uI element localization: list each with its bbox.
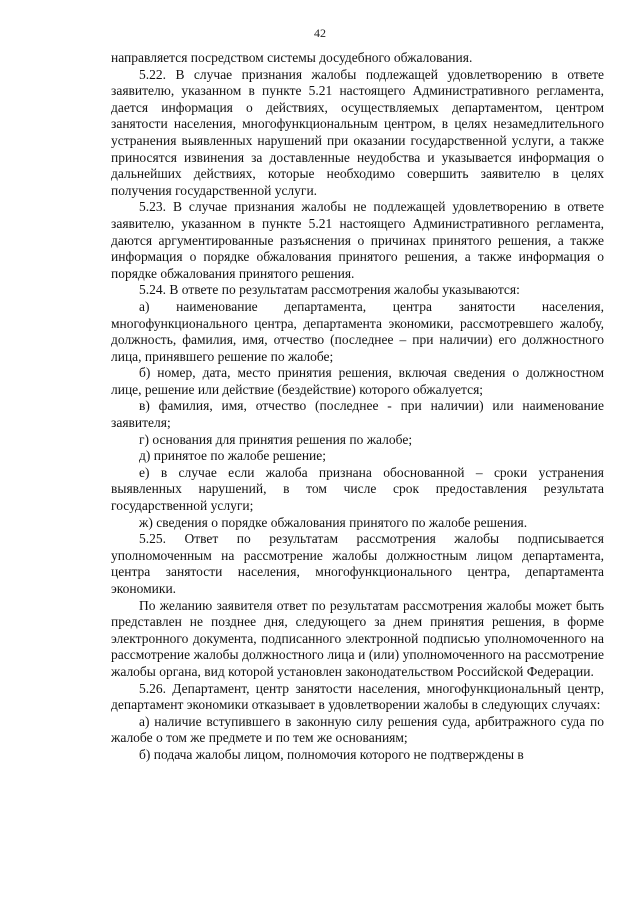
refusal-item-a: а) наличие вступившего в законную силу решения суда, арбитражного суда по жалобе о том же предмете и по тем же основаниям; (111, 713, 604, 746)
list-item-b: б) номер, дата, место принятия решения, включая сведения о должностном лице, решение или действие (бездействие) которого обжалуется; (111, 365, 604, 397)
paragraph-electronic-response: По желанию заявителя ответ по результатам рассмотрения жалобы может быть представлен не позднее дня, следующего за днем принятия решения, в форме электронного документа, подписанного электронной подписью уполномоченного на рассмотрение жалобы должностного лица и (или) уполномоченного на рассмотрение жалобы органа, вид которой установлен законодательством Российской Федерации. (111, 597, 604, 679)
page-number: 42 (314, 26, 326, 40)
paragraph-5-24: 5.24. В ответе по результатам рассмотрения жалобы указываются: (139, 282, 520, 298)
list-item-g: г) основания для принятия решения по жалобе; (139, 431, 413, 447)
paragraph-continuation: направляется посредством системы досудебного обжалования. (111, 50, 473, 65)
list-item-a: а) наименование департамента, центра занятости населения, многофункционального центра, департамента экономики, рассмотревшего жалобу, должность, фамилия, имя, отчество (последнее – при наличии) его должностного лица, принявшего решение по жалобе; (111, 298, 604, 364)
paragraph-5-26: 5.26. Департамент, центр занятости населения, многофункциональный центр, департамент экономики отказывает в удовлетворении жалобы в следующих случаях: (111, 680, 604, 713)
document-body (111, 50, 604, 764)
list-item-d: д) принятое по жалобе решение; (139, 448, 327, 464)
refusal-item-b: б) подача жалобы лицом, полномочия которого не подтверждены в (139, 746, 524, 762)
list-item-v: в) фамилия, имя, отчество (последнее - при наличии) или наименование заявителя; (111, 398, 604, 431)
list-item-zh: ж) сведения о порядке обжалования принятого по жалобе решения. (139, 514, 528, 530)
paragraph-5-22: 5.22. В случае признания жалобы подлежащей удовлетворению в ответе заявителю, указанном в пункте 5.21 настоящего Административного регламента, дается информация о действиях, осуществляемых департаментом, центром занятости населения, многофункциональным центром, в целях незамедлительного устранения выявленных нарушений при оказании государственной услуги, а также приносятся извинения за доставленные неудобства и указывается информация о дальнейших действиях, которые необходимо совершить заявителю в целях получения государственной услуги. (111, 66, 604, 198)
list-item-e: е) в случае если жалоба признана обоснованной – сроки устранения выявленных нарушений, в том числе срок предоставления результата государственной услуги; (111, 464, 604, 514)
paragraph-5-23: 5.23. В случае признания жалобы не подлежащей удовлетворению в ответе заявителю, указанном в пункте 5.21 настоящего Административного регламента, даются аргументированные разъяснения о причинах принятого решения, а также информация о порядке обжалования принятого решения, а также информация о порядке обжалования принятого решения. (111, 199, 604, 281)
paragraph-5-25: 5.25. Ответ по результатам рассмотрения жалобы подписывается уполномоченным на рассмотрение жалобы должностным лицом департамента, центра занятости населения, многофункционального центра, департамента экономики. (111, 531, 604, 596)
